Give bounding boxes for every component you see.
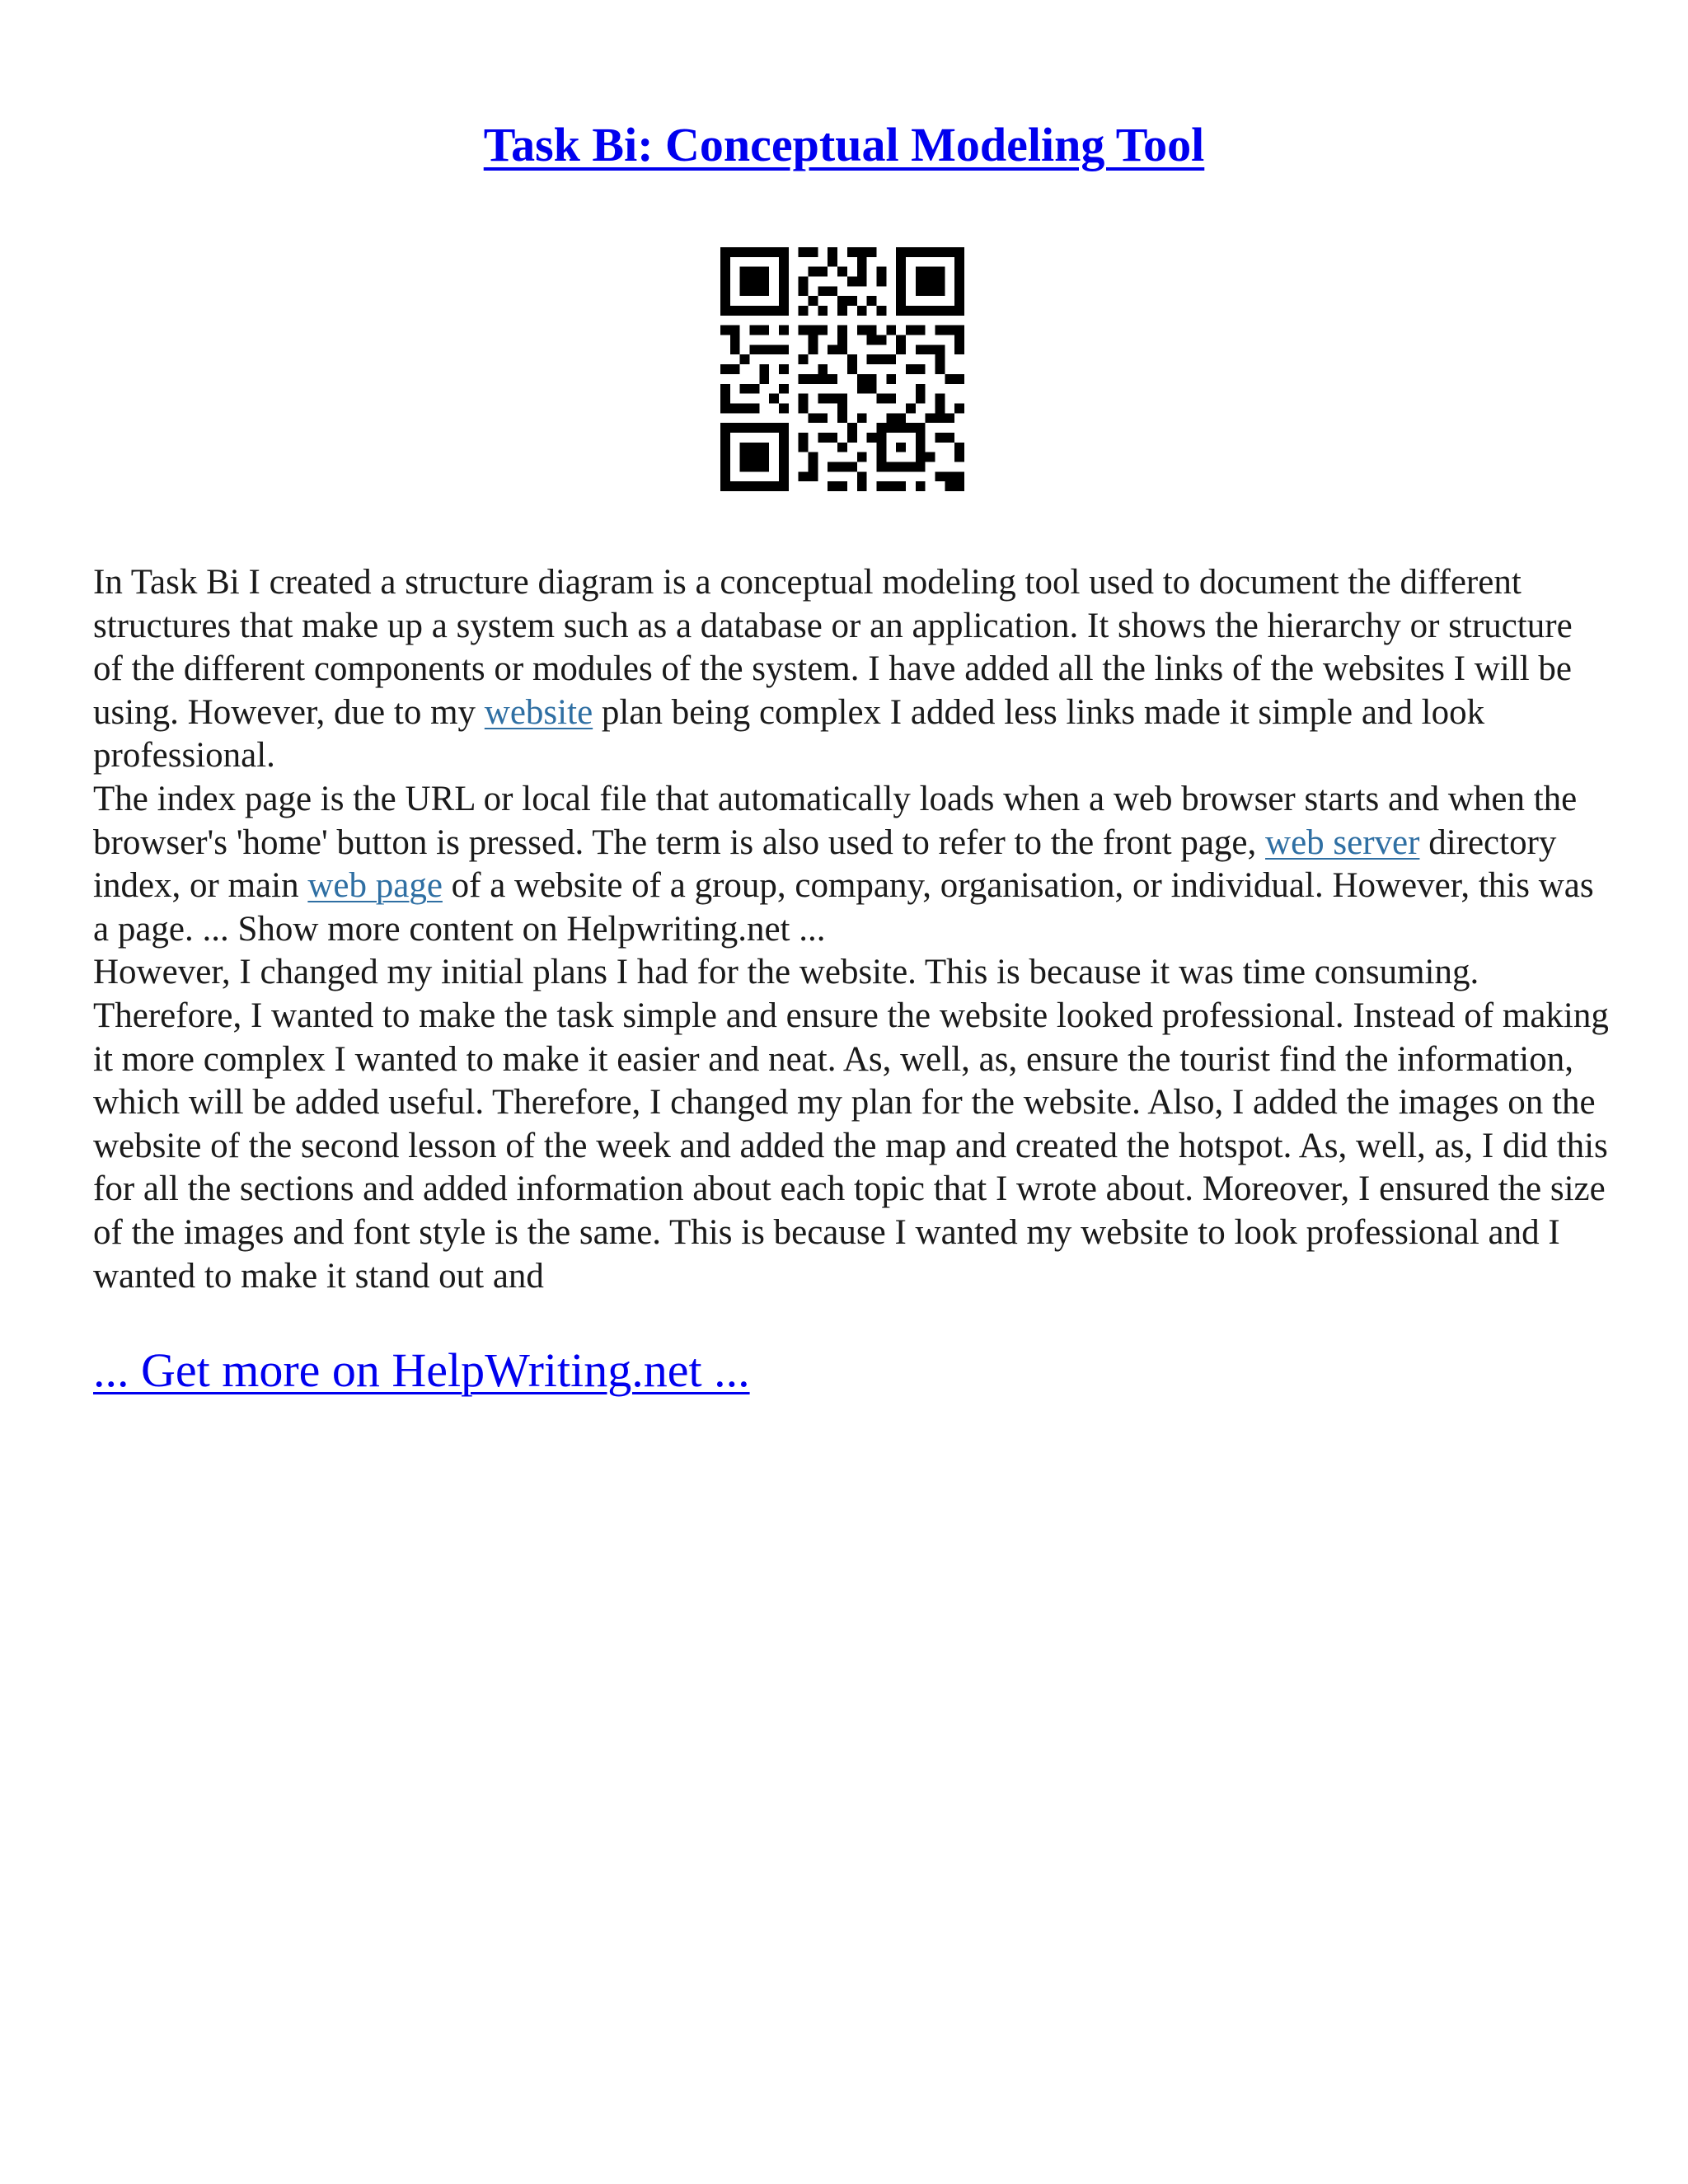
- paragraph-text: plan being complex I added less links made it simple and look professional.: [93, 692, 1485, 776]
- qr-code-icon: [720, 247, 964, 491]
- get-more-link[interactable]: ... Get more on HelpWriting.net ...: [93, 1343, 750, 1397]
- paragraph-text: directory index, or main: [93, 823, 1557, 906]
- web-page-link[interactable]: web page: [307, 866, 443, 906]
- paragraph-text: of a website of a group, company, organisation, or individual. However, this was a page. ... Show more content on Helpwriting.net ...: [93, 866, 1594, 949]
- article-body: [93, 561, 1610, 1298]
- paragraph: However, I changed my initial plans I had for the website. This is because it was time consuming. Therefore, I wanted to make the task simple and ensure the website looked professional. Instead of making it more complex I wanted to make it easier and neat. As, well, as, ensure the tourist find the information, which will be added useful. Therefore, I changed my plan for the website. Also, I added the images on the website of the second lesson of the week and added the map and created the hotspot. As, well, as, I did this for all the sections and added information about each topic that I wrote about. Moreover, I ensured the size of the images and font style is the same. This is because I wanted my website to look professional and I wanted to make it stand out and: [93, 953, 1609, 1296]
- paragraph-text: In Task Bi I created a structure diagram is a conceptual modeling tool used to document the different structures that make up a system such as a database or an application. It shows the hierarchy or structure of the different components or modules of the system. I have added all the links of the websites I will be using. However, due to my: [93, 563, 1573, 732]
- web-server-link[interactable]: web server: [1265, 823, 1420, 862]
- paragraph: [93, 778, 1610, 951]
- website-link[interactable]: website: [484, 692, 593, 732]
- paragraph: [93, 561, 1610, 778]
- paragraph-text: The index page is the URL or local file that automatically loads when a web browser starts and when the browser's 'home' button is pressed. The term is also used to refer to the front page,: [93, 779, 1578, 862]
- page-title[interactable]: Task Bi: Conceptual Modeling Tool: [483, 118, 1205, 171]
